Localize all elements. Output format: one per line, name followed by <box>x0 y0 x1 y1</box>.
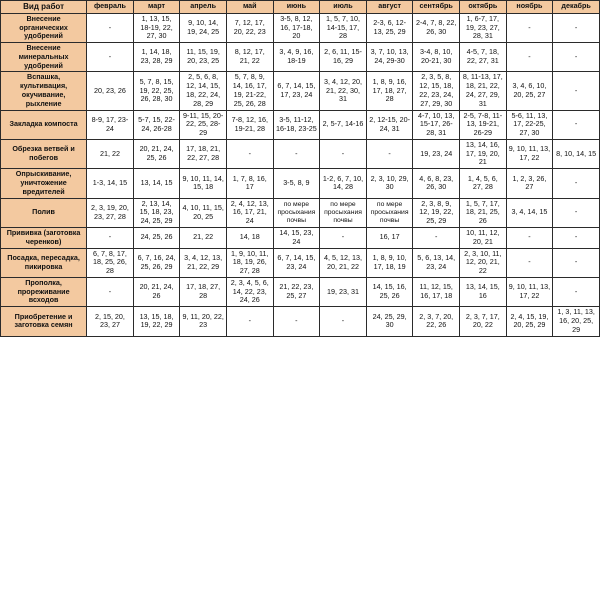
cell-1-9: - <box>506 43 553 72</box>
cell-6-4: по мере просыхания почвы <box>273 198 320 227</box>
cell-10-3: - <box>226 307 273 336</box>
cell-5-2: 9, 10, 11, 14, 15, 18 <box>180 169 227 198</box>
cell-0-1: 1, 13, 15, 18-19, 22, 27, 30 <box>133 13 180 42</box>
cell-0-5: 1, 5, 7, 10, 14-15, 17, 28 <box>320 13 367 42</box>
cell-3-8: 2-5, 7-8, 11-13, 19-21, 26-29 <box>460 110 507 139</box>
cell-5-7: 4, 6, 8, 23, 26, 30 <box>413 169 460 198</box>
cell-2-4: 6, 7, 14, 15, 17, 23, 24 <box>273 72 320 110</box>
row-label-6: Полив <box>1 198 87 227</box>
cell-3-7: 4-7, 10, 13, 15-17, 26-28, 31 <box>413 110 460 139</box>
cell-0-7: 2-4, 7, 8, 22, 26, 30 <box>413 13 460 42</box>
cell-7-8: 10, 11, 12, 20, 21 <box>460 227 507 248</box>
cell-4-7: 19, 23, 24 <box>413 139 460 168</box>
cell-8-4: 6, 7, 14, 15, 23, 24 <box>273 248 320 277</box>
column-header-month-2: апрель <box>180 1 227 14</box>
table-row <box>1 198 600 227</box>
cell-8-2: 3, 4, 12, 13, 21, 22, 29 <box>180 248 227 277</box>
cell-2-1: 5, 7, 8, 15, 19, 22, 25, 26, 28, 30 <box>133 72 180 110</box>
cell-7-3: 14, 18 <box>226 227 273 248</box>
cell-9-10: - <box>553 277 600 306</box>
cell-8-8: 2, 3, 10, 11, 12, 20, 21, 22 <box>460 248 507 277</box>
column-header-month-6: август <box>366 1 413 14</box>
cell-1-10: - <box>553 43 600 72</box>
cell-6-7: 2, 3, 8, 9, 12, 19, 22, 25, 29 <box>413 198 460 227</box>
cell-0-8: 1, 6-7, 17, 19, 23, 27, 28, 31 <box>460 13 507 42</box>
cell-10-10: 1, 3, 11, 13, 16, 20, 25, 29 <box>553 307 600 336</box>
cell-4-1: 20, 21, 24, 25, 26 <box>133 139 180 168</box>
row-label-5: Опрыскивание, уничтожение вредителей <box>1 169 87 198</box>
cell-0-9: - <box>506 13 553 42</box>
cell-7-9: - <box>506 227 553 248</box>
table-row <box>1 277 600 306</box>
cell-7-2: 21, 22 <box>180 227 227 248</box>
row-label-8: Посадка, пересадка, пикировка <box>1 248 87 277</box>
cell-5-10: - <box>553 169 600 198</box>
cell-10-7: 2, 3, 7, 20, 22, 26 <box>413 307 460 336</box>
cell-9-7: 11, 12, 15, 16, 17, 18 <box>413 277 460 306</box>
cell-3-5: 2, 5-7, 14-16 <box>320 110 367 139</box>
cell-5-1: 13, 14, 15 <box>133 169 180 198</box>
cell-3-1: 5-7, 15, 22-24, 26-28 <box>133 110 180 139</box>
cell-1-7: 3-4, 8, 10, 20-21, 30 <box>413 43 460 72</box>
cell-2-9: 3, 4, 6, 10, 20, 25, 27 <box>506 72 553 110</box>
cell-10-5: - <box>320 307 367 336</box>
row-label-1: Внесение минеральных удобрений <box>1 43 87 72</box>
cell-9-8: 13, 14, 15, 16 <box>460 277 507 306</box>
cell-1-4: 3, 4, 9, 16, 18-19 <box>273 43 320 72</box>
cell-4-10: 8, 10, 14, 15 <box>553 139 600 168</box>
row-label-7: Прививка (заготовка черенков) <box>1 227 87 248</box>
column-header-work: Вид работ <box>1 1 87 14</box>
table-row <box>1 248 600 277</box>
cell-8-5: 4, 5, 12, 13, 20, 21, 22 <box>320 248 367 277</box>
cell-10-1: 13, 15, 18, 19, 22, 29 <box>133 307 180 336</box>
cell-1-2: 11, 15, 19, 20, 23, 25 <box>180 43 227 72</box>
cell-9-6: 14, 15, 16, 25, 26 <box>366 277 413 306</box>
column-header-month-9: ноябрь <box>506 1 553 14</box>
cell-4-2: 17, 18, 21, 22, 27, 28 <box>180 139 227 168</box>
cell-2-0: 20, 23, 26 <box>87 72 134 110</box>
cell-1-1: 1, 14, 18, 23, 28, 29 <box>133 43 180 72</box>
table-row <box>1 110 600 139</box>
cell-7-0: - <box>87 227 134 248</box>
cell-4-3: - <box>226 139 273 168</box>
cell-9-9: 9, 10, 11, 13, 17, 22 <box>506 277 553 306</box>
cell-4-6: - <box>366 139 413 168</box>
cell-5-3: 1, 7, 8, 16, 17 <box>226 169 273 198</box>
cell-3-10: - <box>553 110 600 139</box>
cell-7-6: 16, 17 <box>366 227 413 248</box>
row-label-3: Закладка компоста <box>1 110 87 139</box>
column-header-month-0: февраль <box>87 1 134 14</box>
cell-5-9: 1, 2, 3, 26, 27 <box>506 169 553 198</box>
column-header-month-8: октябрь <box>460 1 507 14</box>
cell-5-5: 1-2, 6, 7, 10, 14, 28 <box>320 169 367 198</box>
cell-4-4: - <box>273 139 320 168</box>
cell-0-3: 7, 12, 17, 20, 22, 23 <box>226 13 273 42</box>
row-label-4: Обрезка ветвей и побегов <box>1 139 87 168</box>
cell-8-7: 5, 6, 13, 14, 23, 24 <box>413 248 460 277</box>
cell-10-4: - <box>273 307 320 336</box>
cell-10-0: 2, 15, 20, 23, 27 <box>87 307 134 336</box>
cell-2-6: 1, 8, 9, 16, 17, 18, 27, 28 <box>366 72 413 110</box>
cell-0-10: - <box>553 13 600 42</box>
cell-6-2: 4, 10, 11, 15, 20, 25 <box>180 198 227 227</box>
table-row <box>1 139 600 168</box>
row-label-0: Внесение органических удобрений <box>1 13 87 42</box>
row-label-9: Прополка, прореживание всходов <box>1 277 87 306</box>
table-row <box>1 72 600 110</box>
table-row <box>1 227 600 248</box>
cell-3-4: 3-5, 11-12, 16-18, 23-25 <box>273 110 320 139</box>
cell-4-9: 9, 10, 11, 13, 17, 22 <box>506 139 553 168</box>
table-row <box>1 13 600 42</box>
cell-2-5: 3, 4, 12, 20, 21, 22, 30, 31 <box>320 72 367 110</box>
table-body <box>1 13 600 336</box>
cell-10-9: 2, 4, 15, 19, 20, 25, 29 <box>506 307 553 336</box>
cell-6-1: 2, 13, 14, 15, 18, 23, 24, 25, 29 <box>133 198 180 227</box>
cell-0-4: 3-5, 8, 12, 16, 17-18, 20 <box>273 13 320 42</box>
column-header-month-7: сентябрь <box>413 1 460 14</box>
cell-9-3: 2, 3, 4, 5, 6, 14, 22, 23, 24, 26 <box>226 277 273 306</box>
cell-2-10: - <box>553 72 600 110</box>
cell-4-0: 21, 22 <box>87 139 134 168</box>
cell-8-1: 6, 7, 16, 24, 25, 26, 29 <box>133 248 180 277</box>
cell-3-6: 2, 12-15, 20-24, 31 <box>366 110 413 139</box>
cell-1-8: 4-5, 7, 18, 22, 27, 31 <box>460 43 507 72</box>
cell-1-5: 2, 6, 11, 15-16, 29 <box>320 43 367 72</box>
table-row <box>1 43 600 72</box>
cell-5-4: 3-5, 8, 9 <box>273 169 320 198</box>
cell-8-0: 6, 7, 8, 17, 18, 25, 26, 28 <box>87 248 134 277</box>
cell-8-9: - <box>506 248 553 277</box>
table-row <box>1 169 600 198</box>
column-header-month-5: июль <box>320 1 367 14</box>
cell-3-9: 5-6, 11, 13, 17, 22-25, 27, 30 <box>506 110 553 139</box>
cell-1-3: 8, 12, 17, 21, 22 <box>226 43 273 72</box>
column-header-month-10: декабрь <box>553 1 600 14</box>
cell-10-6: 24, 25, 29, 30 <box>366 307 413 336</box>
cell-6-8: 1, 5, 7, 17, 18, 21, 25, 26 <box>460 198 507 227</box>
cell-2-8: 8, 11-13, 17, 18, 21, 22, 24, 27, 29, 31 <box>460 72 507 110</box>
cell-6-3: 2, 4, 12, 13, 16, 17, 21, 24 <box>226 198 273 227</box>
cell-8-10: - <box>553 248 600 277</box>
cell-6-10: - <box>553 198 600 227</box>
column-header-month-4: июнь <box>273 1 320 14</box>
cell-3-2: 9-11, 15, 20-22, 25, 28-29 <box>180 110 227 139</box>
cell-8-6: 1, 8, 9, 10, 17, 18, 19 <box>366 248 413 277</box>
cell-9-4: 21, 22, 23, 25, 27 <box>273 277 320 306</box>
cell-2-2: 2, 5, 6, 8, 12, 14, 15, 18, 22, 24, 28, 29 <box>180 72 227 110</box>
cell-9-0: - <box>87 277 134 306</box>
cell-3-3: 7-8, 12, 16, 19-21, 28 <box>226 110 273 139</box>
cell-10-2: 9, 11, 20, 22, 23 <box>180 307 227 336</box>
cell-6-5: по мере просыхания почвы <box>320 198 367 227</box>
cell-5-8: 1, 4, 5, 6, 27, 28 <box>460 169 507 198</box>
cell-0-2: 9, 10, 14, 19, 24, 25 <box>180 13 227 42</box>
cell-7-7: - <box>413 227 460 248</box>
cell-9-2: 17, 18, 27, 28 <box>180 277 227 306</box>
cell-1-0: - <box>87 43 134 72</box>
cell-4-5: - <box>320 139 367 168</box>
table-row <box>1 307 600 336</box>
cell-7-4: 14, 15, 23, 24 <box>273 227 320 248</box>
cell-5-0: 1-3, 14, 15 <box>87 169 134 198</box>
cell-9-5: 19, 23, 31 <box>320 277 367 306</box>
row-label-2: Вспашка, культивация, окучивание, рыхление <box>1 72 87 110</box>
column-header-month-1: март <box>133 1 180 14</box>
row-label-10: Приобретение и заготовка семян <box>1 307 87 336</box>
cell-6-6: по мере просыхания почвы <box>366 198 413 227</box>
cell-2-7: 2, 3, 5, 8, 12, 15, 18, 22, 23, 24, 27, 29, 30 <box>413 72 460 110</box>
cell-1-6: 3, 7, 10, 13, 24, 29-30 <box>366 43 413 72</box>
cell-0-0: - <box>87 13 134 42</box>
cell-3-0: 8-9, 17, 23-24 <box>87 110 134 139</box>
header-row <box>1 1 600 14</box>
cell-2-3: 5, 7, 8, 9, 14, 16, 17, 19, 21-22, 25, 26, 28 <box>226 72 273 110</box>
column-header-month-3: май <box>226 1 273 14</box>
cell-7-10: - <box>553 227 600 248</box>
cell-7-1: 24, 25, 26 <box>133 227 180 248</box>
table-head <box>1 1 600 14</box>
cell-7-5: - <box>320 227 367 248</box>
cell-6-9: 3, 4, 14, 15 <box>506 198 553 227</box>
cell-9-1: 20, 21, 24, 26 <box>133 277 180 306</box>
cell-10-8: 2, 3, 7, 17, 20, 22 <box>460 307 507 336</box>
cell-8-3: 1, 9, 10, 11, 18, 19, 26, 27, 28 <box>226 248 273 277</box>
cell-0-6: 2-3, 6, 12-13, 25, 29 <box>366 13 413 42</box>
cell-6-0: 2, 3, 19, 20, 23, 27, 28 <box>87 198 134 227</box>
cell-5-6: 2, 3, 10, 29, 30 <box>366 169 413 198</box>
cell-4-8: 13, 14, 16, 17, 19, 20, 21 <box>460 139 507 168</box>
